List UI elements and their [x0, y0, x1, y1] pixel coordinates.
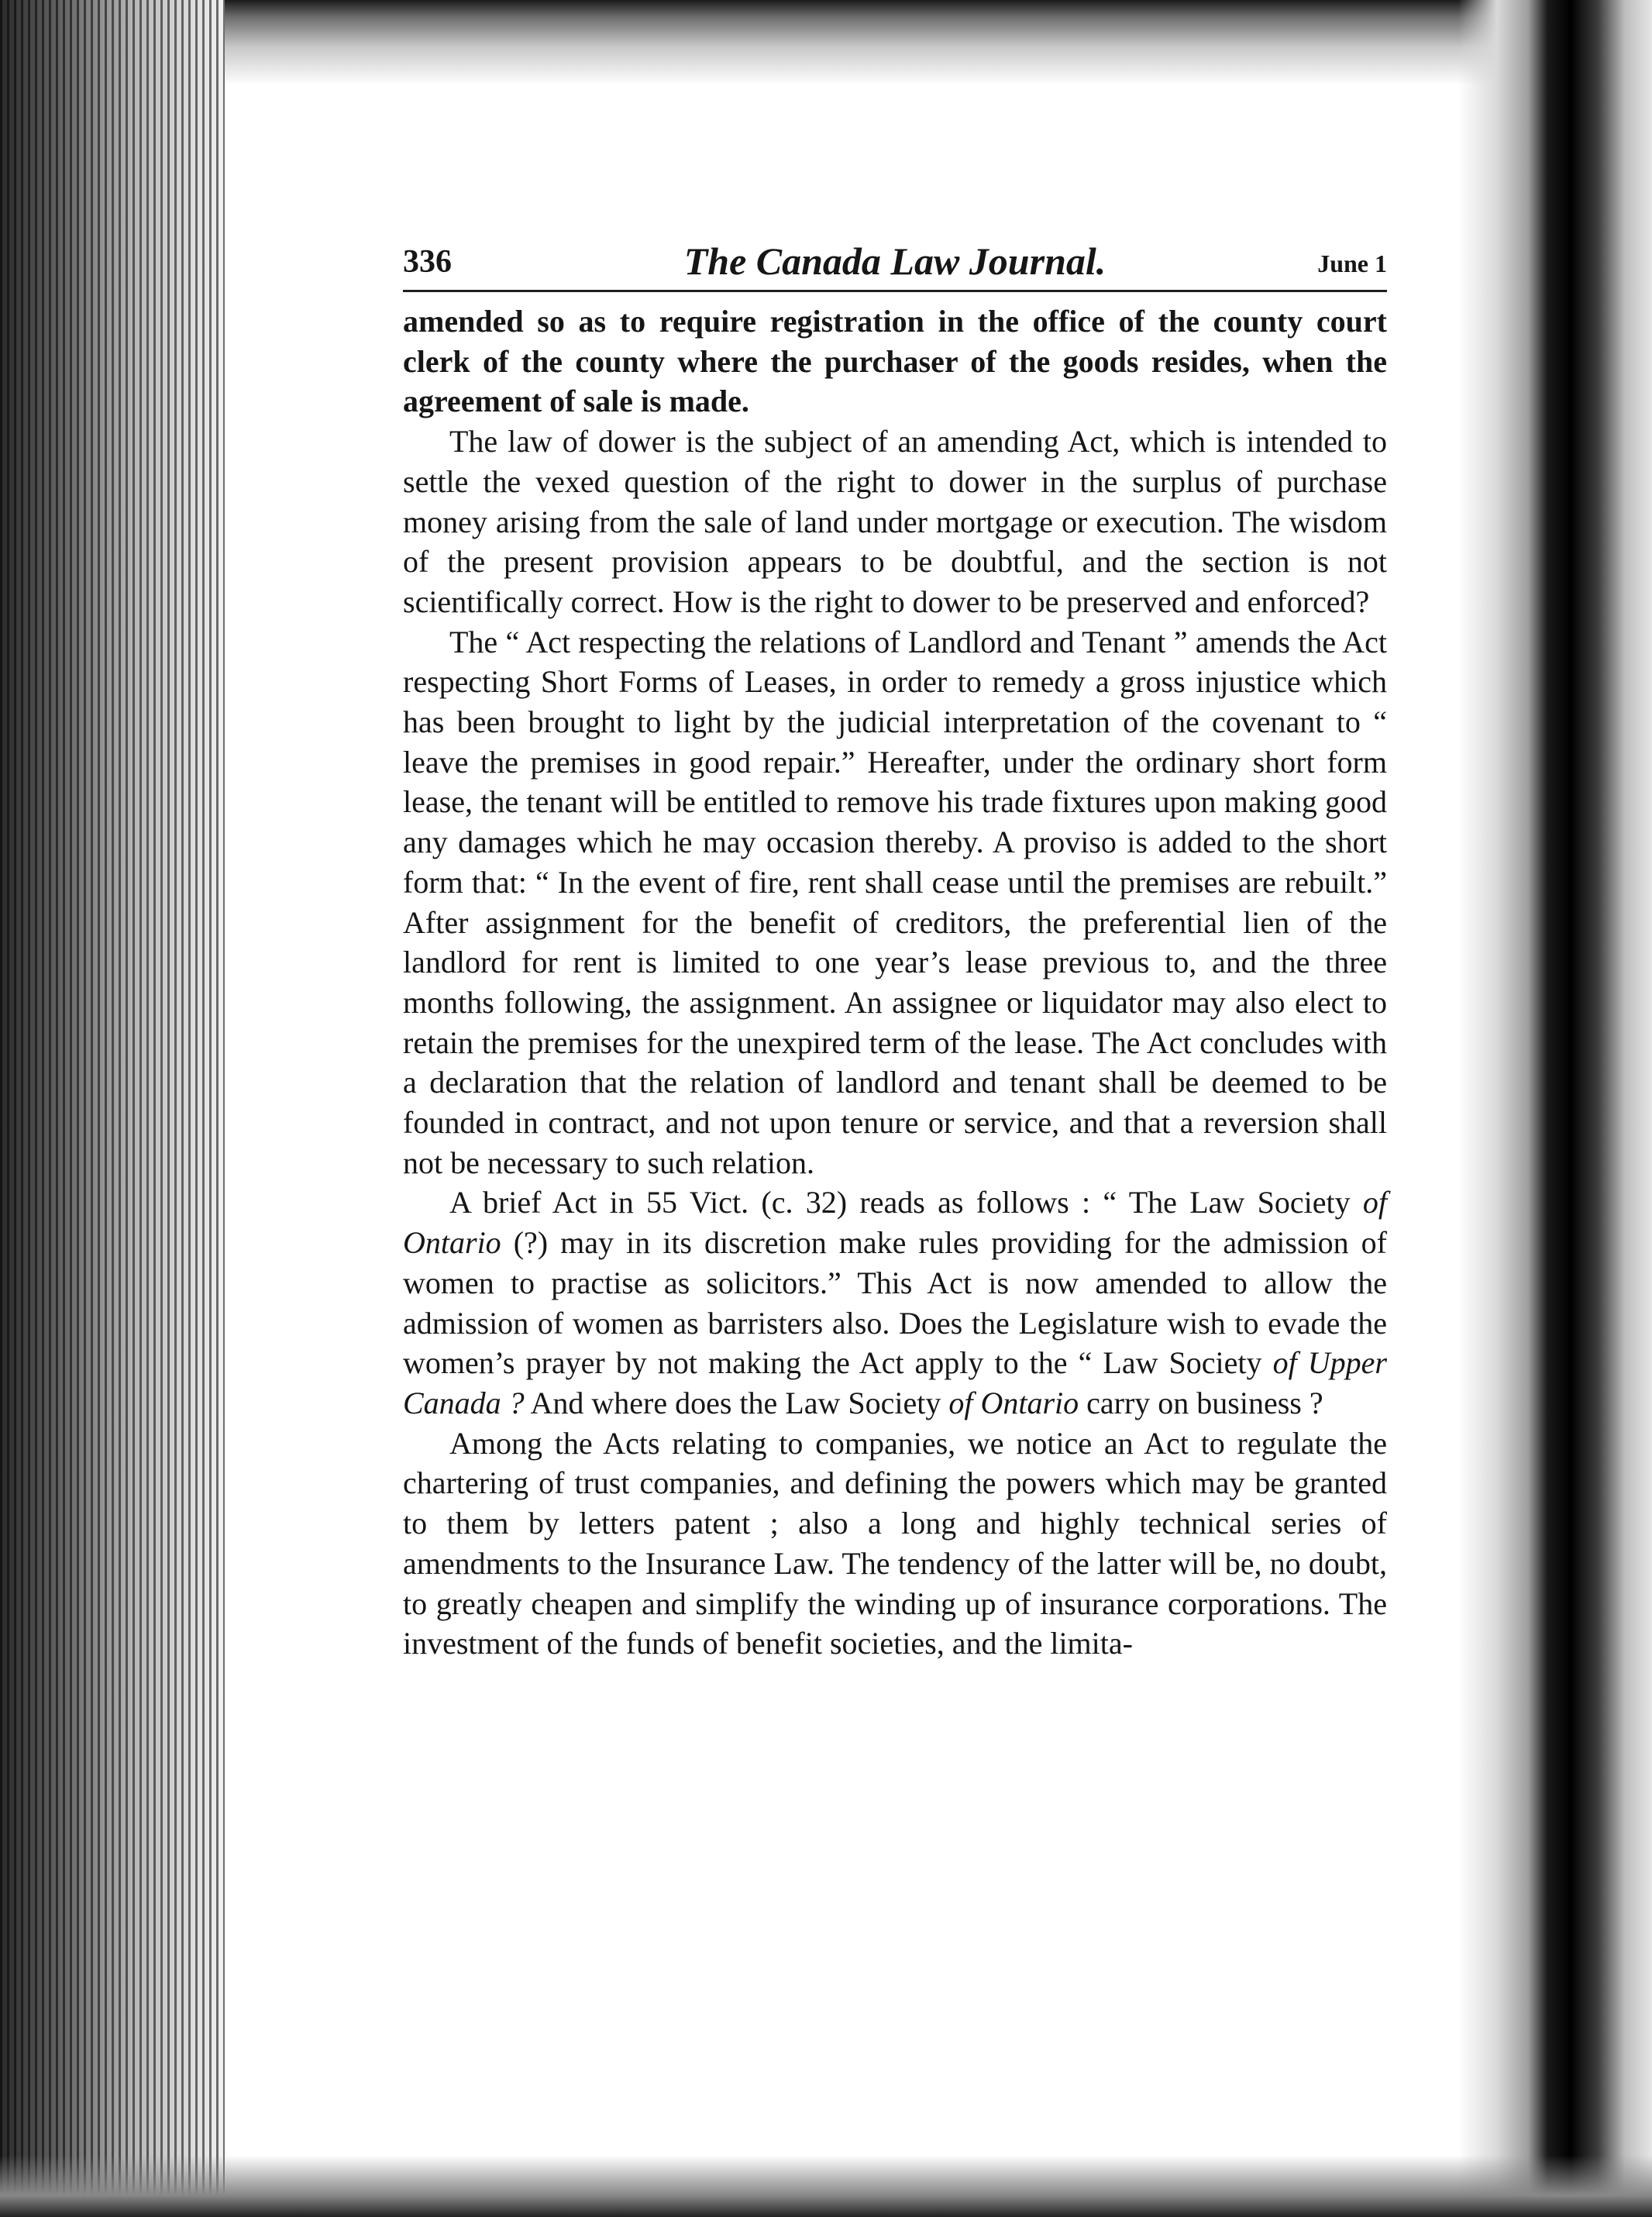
paragraph-text: amended so as to require registration in the office of the county court clerk of the county where the purchaser of the goods resides, when the agreement of sale is made. [403, 304, 1387, 419]
paragraph-text: The law of dower is the subject of an amending Act, which is intended to settle the vexed question of the right to dower in the surplus of purchase money arising from the sale of land under mortgage or execution. The wisdom of the present provision appears to be doubtful, and the section is not scientifically correct. How is the right to dower to be preserved and enforced? [403, 424, 1387, 619]
scan-shadow-top [0, 0, 1652, 85]
paragraph-5 [403, 1423, 1387, 1664]
header-date: June 1 [1317, 250, 1387, 277]
paragraph-text: A brief Act in 55 Vict. (c. 32) reads as follows : “ The Law Society [449, 1185, 1363, 1220]
scan-shadow-bottom [0, 2155, 1652, 2217]
journal-page [403, 232, 1387, 1664]
italic-phrase: of Ontario [403, 1185, 1387, 1261]
running-title: The Canada Law Journal. [683, 239, 1106, 283]
scan-shadow-right [1458, 0, 1652, 2217]
paragraph-text: (?) may in its discretion make rules providing for the admission of women to practise as solicitors.” This Act is now amended to allow the admission of women as barristers also. Does the Legislature wish to evade the women’s prayer by not making the Act apply to the “ Law Society [403, 1225, 1387, 1381]
paragraph-text: Among the Acts relating to companies, we notice an Act to regulate the chartering of trust companies, and defining the powers which may be granted to them by letters patent ; also a long and highly technical series of amendments to the Insurance Law. The tendency of the latter will be, no doubt, to greatly cheapen and simplify the winding up of insurance corporations. The investment of the funds of benefit societies, and the limita- [403, 1425, 1387, 1661]
article-body [403, 301, 1387, 1664]
paragraph-text: carry on business ? [1079, 1385, 1323, 1420]
paragraph-1 [403, 301, 1387, 422]
scan-shadow-left [0, 0, 225, 2217]
paragraph-2 [403, 422, 1387, 622]
page-number: 336 [403, 244, 452, 280]
italic-phrase: of Ontario [948, 1385, 1079, 1420]
paragraph-4 [403, 1183, 1387, 1423]
page-header [403, 232, 1387, 292]
italic-phrase: of Upper Canada ? [403, 1345, 1387, 1420]
paragraph-3 [403, 622, 1387, 1183]
paragraph-text: The “ Act respecting the relations of Landlord and Tenant ” amends the Act respecting Short Forms of Leases, in order to remedy a gross injustice which has been brought to light by the judicial interpretation of the covenant to “ leave the premises in good repair.” Hereafter, under the ordinary short form lease, the tenant will be entitled to remove his trade fixtures upon making good any damages which he may occasion thereby. A proviso is added to the short form that: “ In the event of fire, rent shall cease until the premises are rebuilt.” After assignment for the benefit of creditors, the preferential lien of the landlord for rent is limited to one year’s lease previous to, and the three months following, the assignment. An assignee or liquidator may also elect to retain the premises for the unexpired term of the lease. The Act concludes with a declaration that the relation of landlord and tenant shall be deemed to be founded in contract, and not upon tenure or service, and that a reversion shall not be necessary to such relation. [403, 624, 1387, 1180]
paragraph-text: And where does the Law Society [524, 1385, 949, 1420]
